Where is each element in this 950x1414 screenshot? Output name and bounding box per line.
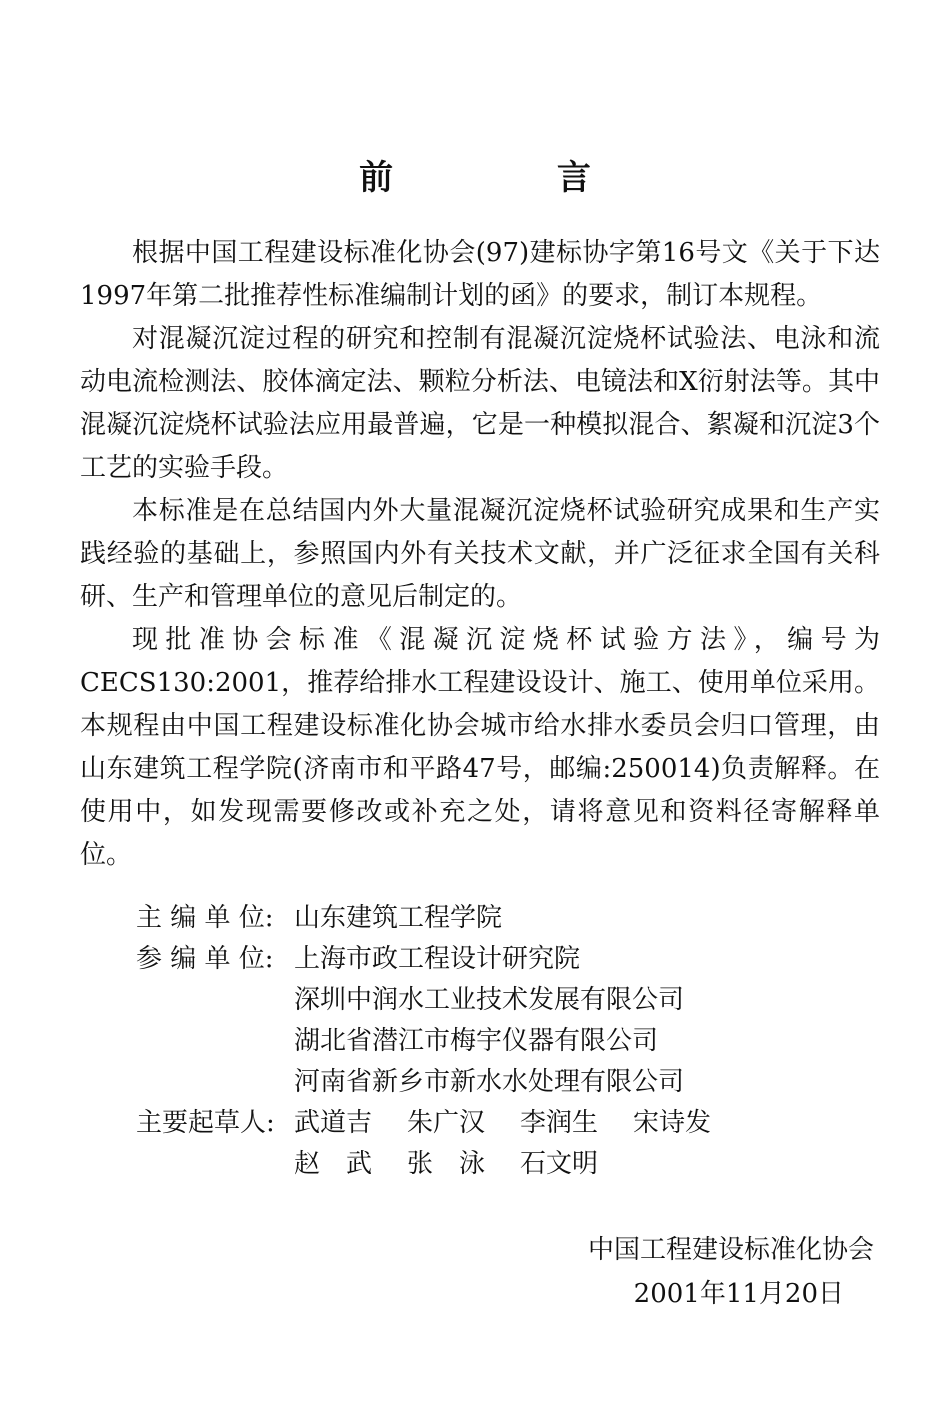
drafter-name: 武道吉 (294, 1108, 373, 1138)
drafter-name: 李润生 (520, 1108, 599, 1138)
chief-unit-row (136, 898, 746, 939)
paragraph-2: 对混凝沉淀过程的研究和控制有混凝沉淀烧杯试验法、电泳和流动电流检测法、胶体滴定法、颗粒分析法、电镜法和X衍射法等。其中混凝沉淀烧杯试验法应用最普遍，它是一种模拟混合、絮凝和沉淀3个工艺的实验手段。 (80, 324, 880, 483)
participating-unit-4: 河南省新乡市新水水处理有限公司 (294, 1067, 685, 1097)
credits-block (136, 898, 746, 1185)
signature-block (588, 1228, 874, 1316)
paragraph-4: 现批准协会标准《混凝沉淀烧杯试验方法》，编号为CECS130:2001，推荐给排水工程建设设计、施工、使用单位采用。本规程由中国工程建设标准化协会城市给水排水委员会归口管理，由山东建筑工程学院(济南市和平路47号，邮编:250014)负责解释。在使用中，如发现需要修改或补充之处，请将意见和资料径寄解释单位。 (80, 625, 880, 870)
chief-unit-value: 山东建筑工程学院 (294, 903, 503, 933)
participating-unit-row (136, 980, 746, 1021)
participating-unit-1: 上海市政工程设计研究院 (294, 944, 581, 974)
signature-date: 2001年11月20日 (633, 1279, 844, 1309)
drafter-name: 张泳 (407, 1149, 512, 1179)
participating-unit-label: 参 编 单 位: (136, 944, 274, 974)
participating-unit-row (136, 939, 746, 980)
page-title: 前 言 (359, 158, 667, 198)
drafter-name: 朱广汉 (407, 1108, 486, 1138)
drafters-row (136, 1103, 746, 1144)
participating-unit-row (136, 1062, 746, 1103)
drafters-label: 主要起草人: (136, 1108, 275, 1138)
paragraph-3: 本标准是在总结国内外大量混凝沉淀烧杯试验研究成果和生产实践经验的基础上，参照国内外有关技术文献，并广泛征求全国有关科研、生产和管理单位的意见后制定的。 (80, 496, 880, 612)
participating-unit-row (136, 1021, 746, 1062)
preface-body (80, 232, 880, 877)
drafter-name: 石文明 (520, 1149, 599, 1179)
paragraph-1: 根据中国工程建设标准化协会(97)建标协字第16号文《关于下达1997年第二批推荐性标准编制计划的函》的要求，制订本规程。 (80, 238, 880, 311)
drafters-row (136, 1144, 746, 1185)
participating-unit-3: 湖北省潜江市梅宇仪器有限公司 (294, 1026, 659, 1056)
drafter-name: 赵武 (294, 1149, 399, 1179)
signature-organization: 中国工程建设标准化协会 (587, 1235, 874, 1265)
participating-unit-2: 深圳中润水工业技术发展有限公司 (294, 985, 685, 1015)
chief-unit-label: 主 编 单 位: (136, 903, 274, 933)
drafter-name: 宋诗发 (633, 1108, 712, 1138)
